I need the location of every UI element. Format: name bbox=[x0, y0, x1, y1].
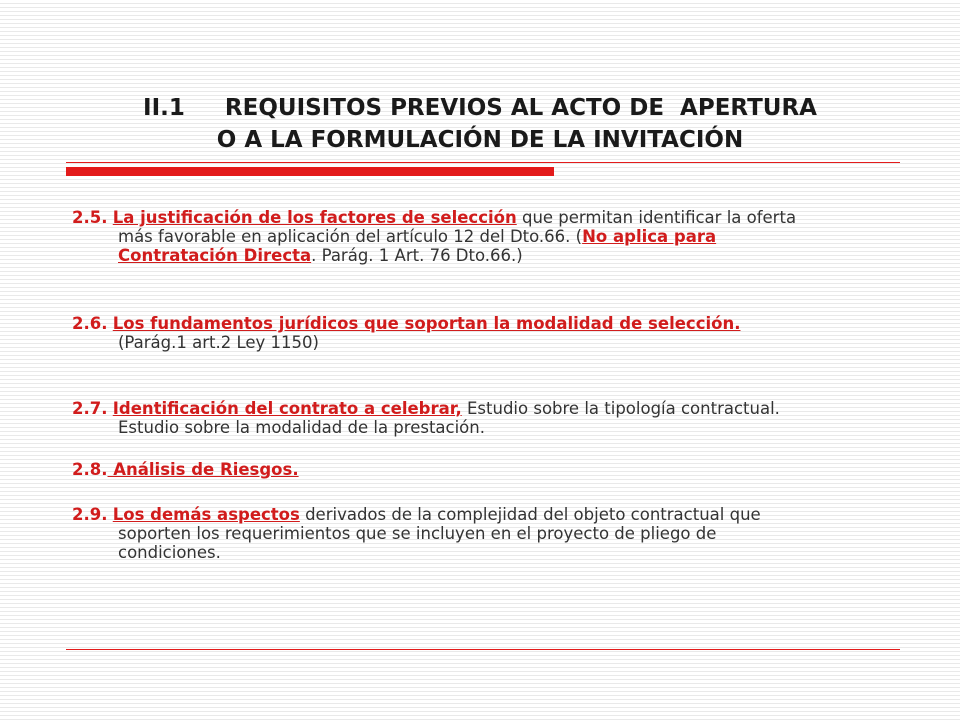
item-number: 2.8. bbox=[72, 460, 108, 479]
link-justificacion-factores[interactable]: La justificación de los factores de selección bbox=[112, 208, 517, 227]
link-fundamentos-juridicos[interactable]: Los fundamentos jurídicos que soportan la modalidad de selección. bbox=[112, 314, 741, 333]
item-2-5: 2.5. La justificación de los factores de selección que permitan identificar la oferta más favorable en aplicación del artículo 12 del Dto.66. (No aplica para Contratación Directa. Parág. 1 Art. 76 Dto.66.) bbox=[72, 208, 797, 265]
title-line-2: O A LA FORMULACIÓN DE LA INVITACIÓN bbox=[216, 127, 744, 153]
item-number: 2.6. bbox=[72, 314, 108, 333]
link-no-aplica[interactable]: No aplica para bbox=[582, 227, 717, 246]
link-demas-aspectos[interactable]: Los demás aspectos bbox=[112, 505, 300, 524]
item-2-8 bbox=[72, 460, 912, 479]
title-line-1: II.1 REQUISITOS PREVIOS AL ACTO DE APERTURA bbox=[143, 95, 817, 121]
link-analisis-riesgos[interactable]: Análisis de Riesgos. bbox=[107, 460, 299, 479]
link-identificacion-contrato[interactable]: Identificación del contrato a celebrar, bbox=[112, 399, 462, 418]
item-2-6: 2.6. Los fundamentos jurídicos que soportan la modalidad de selección. (Parág.1 art.2 Ley 1150) bbox=[72, 314, 741, 352]
item-2-9: 2.9. Los demás aspectos derivados de la complejidad del objeto contractual que soporten los requerimientos que se incluyen en el proyecto de pliego de condiciones. bbox=[72, 505, 761, 562]
item-number: 2.9. bbox=[72, 505, 108, 524]
slide-title bbox=[60, 92, 900, 156]
bottom-divider bbox=[66, 649, 900, 650]
item-2-7: 2.7. Identificación del contrato a celebrar, Estudio sobre la tipología contractual. Estudio sobre la modalidad de la prestación. bbox=[72, 399, 780, 437]
item-number: 2.7. bbox=[72, 399, 108, 418]
title-divider-thin bbox=[66, 162, 900, 163]
title-divider-thick bbox=[66, 167, 554, 176]
item-number: 2.5. bbox=[72, 208, 108, 227]
link-contratacion-directa[interactable]: Contratación Directa bbox=[118, 246, 312, 265]
